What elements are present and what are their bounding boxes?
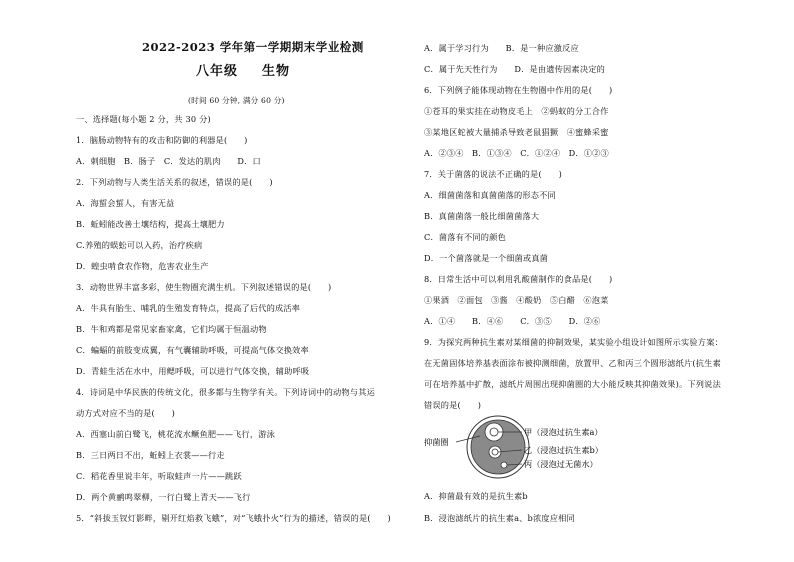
exam-title: 2022-2023 学年第一学期期末学业检测 [142,40,364,54]
question-line: C．菌落有不同的颜色 [424,232,506,242]
time-info: (时间 60 分钟, 满分 60 分) [188,96,285,105]
question-line: A．西塞山前白鹭飞，桃花流水鳜鱼肥——飞行，游泳 [76,429,276,439]
subject-label: 生物 [262,64,291,79]
question-line: ①果酒 ②面包 ③酱 ④酸奶 ⑤白醋 ⑥泡菜 [424,295,609,305]
question-line: 9．为探究两种抗生素对某细菌的抑制效果，某实验小组设计如图所示实验方案： [424,337,723,347]
question-line: 8．日常生活中可以利用乳酸菌制作的食品是( ) [424,274,613,284]
label-jia: 甲（浸泡过抗生素a） [524,427,603,437]
filter-paper-bing [501,462,507,468]
question-line: D．两个黄鹂鸣翠柳，一行白鹭上青天——飞行 [76,492,251,502]
question-line: C.养殖的蜈蚣可以入药，治疗疾病 [76,240,203,250]
question-line: A．②③④ B．①③④ C．①②④ D．①②③ [424,148,609,158]
question-line: A．①④ B．④⑥ C．③⑤ D．②⑥ [424,316,601,326]
question-line: B．真菌菌落一般比细菌菌落大 [424,211,540,221]
question-line: A．牛具有胎生、哺乳的生殖发育特点，提高了后代的成活率 [76,303,301,313]
question-line: B．牛和鸡都是常见家畜家禽，它们均属于恒温动物 [76,324,267,334]
question-line: C．稻花香里说丰年，听取蛙声一片——跳跃 [76,471,242,481]
question-line: 2．下列动物与人类生活关系的叙述，错误的是( ) [76,177,273,187]
question-line: 4．诗词是中华民族的传统文化，很多都与生物学有关。下列诗词中的动物与其运 [76,387,375,397]
question-line: C．蝙蝠的前肢变成翼，有气囊辅助呼吸，可提高气体交换效率 [76,345,309,355]
section-heading: 一、选择题(每小题 2 分，共 30 分) [76,114,211,124]
question-line: A．海蜇会蜇人，有害无益 [76,198,175,208]
question-line: A．抑菌最有效的是抗生素b [424,491,528,501]
question-line: 可在培养基中扩散，滤纸片周围出现抑菌圈的大小能反映其抑菌效果)。下列说法 [424,379,721,389]
question-line: D．青蛙生活在水中，用鳃呼吸，可以进行气体交换，辅助呼吸 [76,366,310,376]
grade-label: 八年级 [196,64,239,79]
label-bing: 丙（浸泡过无菌水） [524,459,598,469]
label-yi: 乙（浸泡过抗生素b） [524,445,603,455]
question-line: A．细菌菌落和真菌菌落的形态不同 [424,190,556,200]
question-line: ①苍耳的果实挂在动物皮毛上 ②蚂蚁的分工合作 [424,106,609,116]
question-line: A．属于学习行为 B．是一种应激反应 [424,43,579,53]
question-line: ③某地区蛇被大量捕杀导致老鼠猖獗 ④蜜蜂采蜜 [424,127,609,137]
question-line: 错误的是( ) [424,400,482,410]
question-line: D．蝗虫啃食农作物，危害农业生产 [76,261,209,271]
question-line: 7．关于菌落的说法不正确的是( ) [424,169,563,179]
question-line: B．浸泡滤纸片的抗生素a、b浓度应相同 [424,513,575,523]
question-line: C．属于先天性行为 D．是由遗传因素决定的 [424,64,605,74]
filter-paper-jia [490,428,498,436]
question-line: 在无菌固体培养基表面涂布被抑测细菌，放置甲、乙和丙三个圆形滤纸片(抗生素 [424,358,721,368]
question-line: 6．下列例子能体现动物在生物圈中作用的是( ) [424,85,613,95]
question-line: 3．动物世界丰富多彩，使生物圈充满生机。下列叙述错误的是( ) [76,282,332,292]
question-line: A．刺细胞 B．肠子 C．发达的肌肉 D．口 [76,156,261,166]
petri-dish-figure [416,412,656,482]
question-line: B．三日两日不出，蚯蚓上衣裳——行走 [76,450,225,460]
label-inhibition-zone: 抑菌圈 [424,437,449,447]
question-line: 1．脑肠动物特有的攻击和防御的利器是( ) [76,135,248,145]
filter-paper-yi [492,449,498,455]
question-line: D．一个菌落就是一个细菌或真菌 [424,253,549,263]
question-line: B．蚯蚓能改善土壤结构，提高土壤肥力 [76,219,225,229]
question-line: 5．“斜拔玉钗灯影畔，剔开红焰救飞蛾”，对“飞蛾扑火”行为的描述，错误的是( ) [76,513,391,523]
question-line: 动方式对应不当的是( ) [76,408,176,418]
